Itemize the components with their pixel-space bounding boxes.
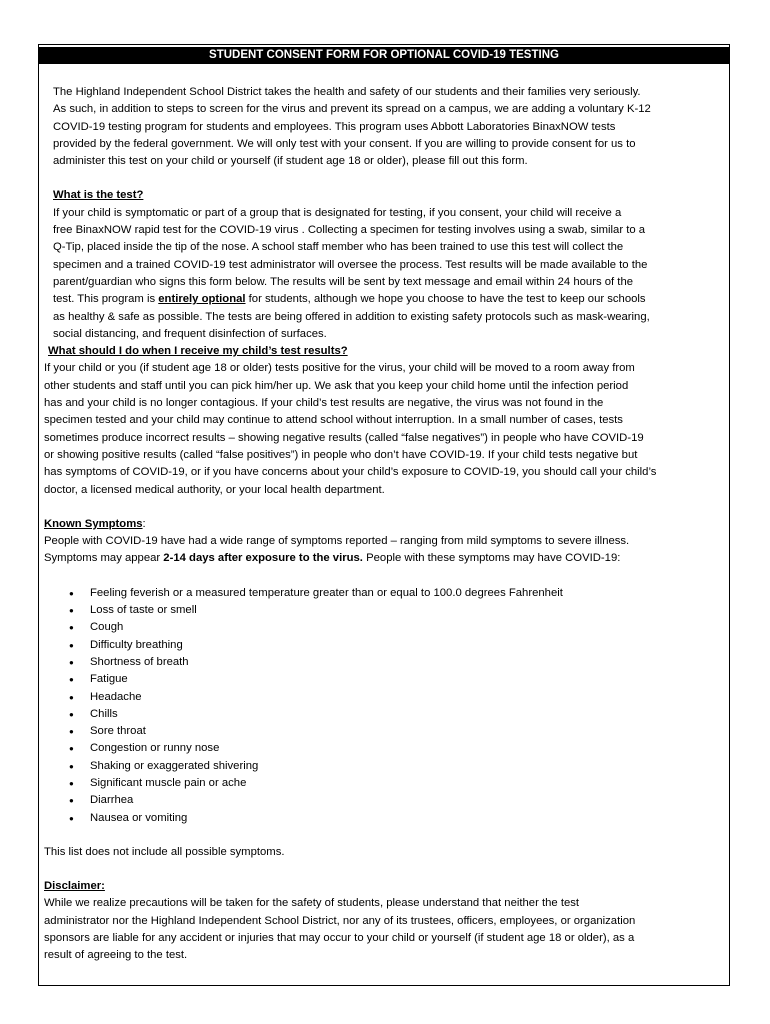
what-is-test-heading: What is the test? xyxy=(53,189,144,202)
symptom-item: ● Chills xyxy=(44,706,724,723)
symptom-list xyxy=(44,585,724,827)
known-symptoms-heading-line xyxy=(44,516,724,533)
symptom-item: ● Shaking or exaggerated shivering xyxy=(44,758,724,775)
symptom-item: ● Feeling feverish or a measured temperature greater than or equal to 100.0 degrees Fahrenheit xyxy=(44,585,724,602)
intro-line: administer this test on your child or yourself (if student age 18 or older), please fill out this form. xyxy=(53,155,528,168)
what-is-test-line: specimen and a trained COVID-19 test administrator will oversee the process. Test results will be made available to the xyxy=(53,258,648,271)
what-is-test-line: free BinaxNOW rapid test for the COVID-19 virus . Collecting a specimen for testing involves using a swab, similar to a xyxy=(53,224,646,237)
symptom-item: ● Headache xyxy=(44,689,724,706)
symptom-item: ● Significant muscle pain or ache xyxy=(44,775,724,792)
known-symptoms-section xyxy=(44,516,724,861)
symptoms-intro-line xyxy=(44,550,724,567)
known-symptoms-colon: : xyxy=(142,517,146,530)
symptom-item: ● Fatigue xyxy=(44,671,724,688)
symptom-item: ● Nausea or vomiting xyxy=(44,810,724,827)
test-results-line: specimen tested and your child may continue to attend school without interruption. In a small number of cases, tests xyxy=(44,414,623,427)
intro-line: provided by the federal government. We will only test with your consent. If you are willing to provide consent for us to xyxy=(53,137,636,150)
symptoms-text: Symptoms may appear xyxy=(44,552,164,565)
disclaimer-section xyxy=(44,878,724,964)
symptoms-text: People with these symptoms may have COVID-19: xyxy=(362,552,621,565)
disclaimer-line: result of agreeing to the test. xyxy=(44,949,188,962)
disclaimer-line: administrator nor the Highland Independent School District, nor any of its trustees, officers, employees, or organization xyxy=(44,914,636,927)
symptoms-intro-line: People with COVID-19 have had a wide range of symptoms reported – ranging from mild symptoms to severe illness. xyxy=(44,535,630,548)
form-body xyxy=(44,84,724,965)
what-is-test-line: Q-Tip, placed inside the tip of the nose. A school staff member who has been trained to use this test will collect the xyxy=(53,241,624,254)
symptom-item: ● Shortness of breath xyxy=(44,654,724,671)
symptom-item: ● Cough xyxy=(44,619,724,636)
test-results-line: sometimes produce incorrect results – showing negative results (called “false negatives”) in people who have COVID-19 xyxy=(44,431,644,444)
entirely-optional-emphasis: entirely optional xyxy=(158,293,246,306)
intro-line: COVID-19 testing program for students and employees. This program uses Abbott Laboratories BinaxNOW tests xyxy=(53,120,616,133)
form-title: STUDENT CONSENT FORM FOR OPTIONAL COVID-19 TESTING xyxy=(39,47,729,64)
test-results-line: If your child or you (if student age 18 or older) tests positive for the virus, your child will be moved to a room away from xyxy=(44,362,635,375)
test-results-line: doctor, a licensed medical authority, or your local health department. xyxy=(44,483,385,496)
what-is-test-line: If your child is symptomatic or part of a group that is designated for testing, if you consent, your child will receive a xyxy=(53,206,622,219)
known-symptoms-heading: Known Symptoms xyxy=(44,517,143,530)
intro-line: The Highland Independent School District takes the health and safety of our students and their families very seriously. xyxy=(53,86,641,98)
test-results-line: other students and staff until you can pick him/her up. We ask that you keep your child home until the infection period xyxy=(44,379,629,392)
test-results-heading: What should I do when I receive my child’s test results? xyxy=(48,345,348,358)
what-is-test-line: as healthy & safe as possible. The tests are being offered in addition to existing safety protocols such as mask-wearing, xyxy=(53,310,650,323)
symptom-item: ● Diarrhea xyxy=(44,792,724,809)
symptom-item: ● Sore throat xyxy=(44,723,724,740)
disclaimer-line: While we realize precautions will be taken for the safety of students, please understand that neither the test xyxy=(44,897,580,910)
symptom-item: ● Congestion or runny nose xyxy=(44,740,724,757)
symptom-item: ● Difficulty breathing xyxy=(44,637,724,654)
what-is-test-text: test. This program is xyxy=(53,293,159,306)
what-is-test-line: parent/guardian who signs this form below. The results will be sent by text message and email within 24 hours of the xyxy=(53,275,634,288)
intro-paragraph xyxy=(44,84,724,170)
test-results-section xyxy=(44,343,724,499)
intro-line: As such, in addition to steps to screen for the virus and prevent its spread on a campus, we are adding a voluntary K-12 xyxy=(53,103,651,116)
what-is-test-text: for students, although we hope you choose to have the test to keep our schools xyxy=(245,293,646,306)
exposure-window-emphasis: 2-14 days after exposure to the virus. xyxy=(163,552,363,565)
what-is-test-section xyxy=(44,187,724,343)
test-results-line: has symptoms of COVID-19, or if you have concerns about your child’s exposure to COVID-19, you should call your child’s xyxy=(44,466,657,479)
symptoms-note: This list does not include all possible symptoms. xyxy=(44,845,285,858)
what-is-test-line: social distancing, and frequent disinfection of surfaces. xyxy=(53,327,327,340)
test-results-line: or showing positive results (called “false positives”) in people who don’t have COVID-19. If your child tests negative but xyxy=(44,448,638,461)
disclaimer-line: sponsors are liable for any accident or injuries that may occur to your child or yourself (if student age 18 or older), as a xyxy=(44,932,635,945)
disclaimer-heading: Disclaimer: xyxy=(44,880,105,893)
what-is-test-line xyxy=(53,291,724,308)
symptom-item: ● Loss of taste or smell xyxy=(44,602,724,619)
test-results-line: has and your child is no longer contagious. If your child’s test results are negative, the virus was not found in the xyxy=(44,397,604,410)
